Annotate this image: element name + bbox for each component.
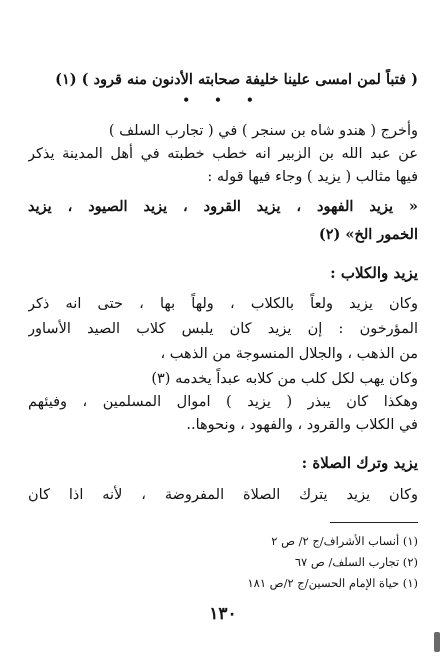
paragraph-line: من الذهب ، والجلال المنسوجة من الذهب ، (160, 346, 418, 362)
paragraph-line: وأخرج ( هندو شاه بن سنجر ) في ( تجارب السلف ) (108, 123, 418, 139)
paragraph-line: عن عبد الله بن الزبير انه خطب خطبته في أهل المدينة يذكر (28, 146, 418, 162)
paragraph-line: وكان يهب لكل كلب من كلابه عبداً يخدمه (٣) (151, 371, 418, 387)
section-heading-dogs: يزيد والكلاب : (330, 264, 418, 282)
section-separator: • • • (182, 93, 264, 107)
footnote: (١) حياة الإمام الحسين/ج ٢/ص ١٨١ (247, 576, 418, 590)
section-heading-prayer: يزيد وترك الصلاة : (301, 454, 418, 472)
paragraph-line: المؤرخون : إن يزيد كان يلبس كلاب الصيد الأساور (28, 321, 418, 337)
poem-verse: ( فتباً لمن امسى علينا خليفة صحابته الأدنون منه قرود ) (١) (55, 71, 418, 88)
quote-line: الخمور الخ» (٢) (318, 226, 418, 243)
book-page (28, 0, 418, 671)
footnote: (٢) تجارب السلف/ ص ٦٧ (294, 555, 418, 569)
paragraph-line: في الكلاب والقرود ، والفهود ، ونحوها.. (186, 417, 418, 433)
footnote-divider (330, 522, 418, 523)
paragraph-line: وكان يزيد يترك الصلاة المفروضة ، لأنه اذا كان (28, 487, 418, 503)
paragraph-line: وكان يزيد ولعاً بالكلاب ، ولهاً بها ، حتى انه ذكر (28, 296, 418, 312)
page-edge-mark (434, 632, 440, 652)
page-number: ١٣٠ (209, 604, 237, 624)
footnote: (١) أنساب الأشراف/ج ٢/ ص ٢ (271, 534, 418, 548)
paragraph-line: فيها مثالب ( يزيد ) وجاء فيها قوله : (207, 169, 418, 185)
paragraph-line: وهكذا كان يبذر ( يزيد ) اموال المسلمين ، وفيئهم (28, 394, 418, 410)
quote-line: « يزيد الفهود ، يزيد القرود ، يزيد الصيود ، يزيد (28, 198, 418, 215)
